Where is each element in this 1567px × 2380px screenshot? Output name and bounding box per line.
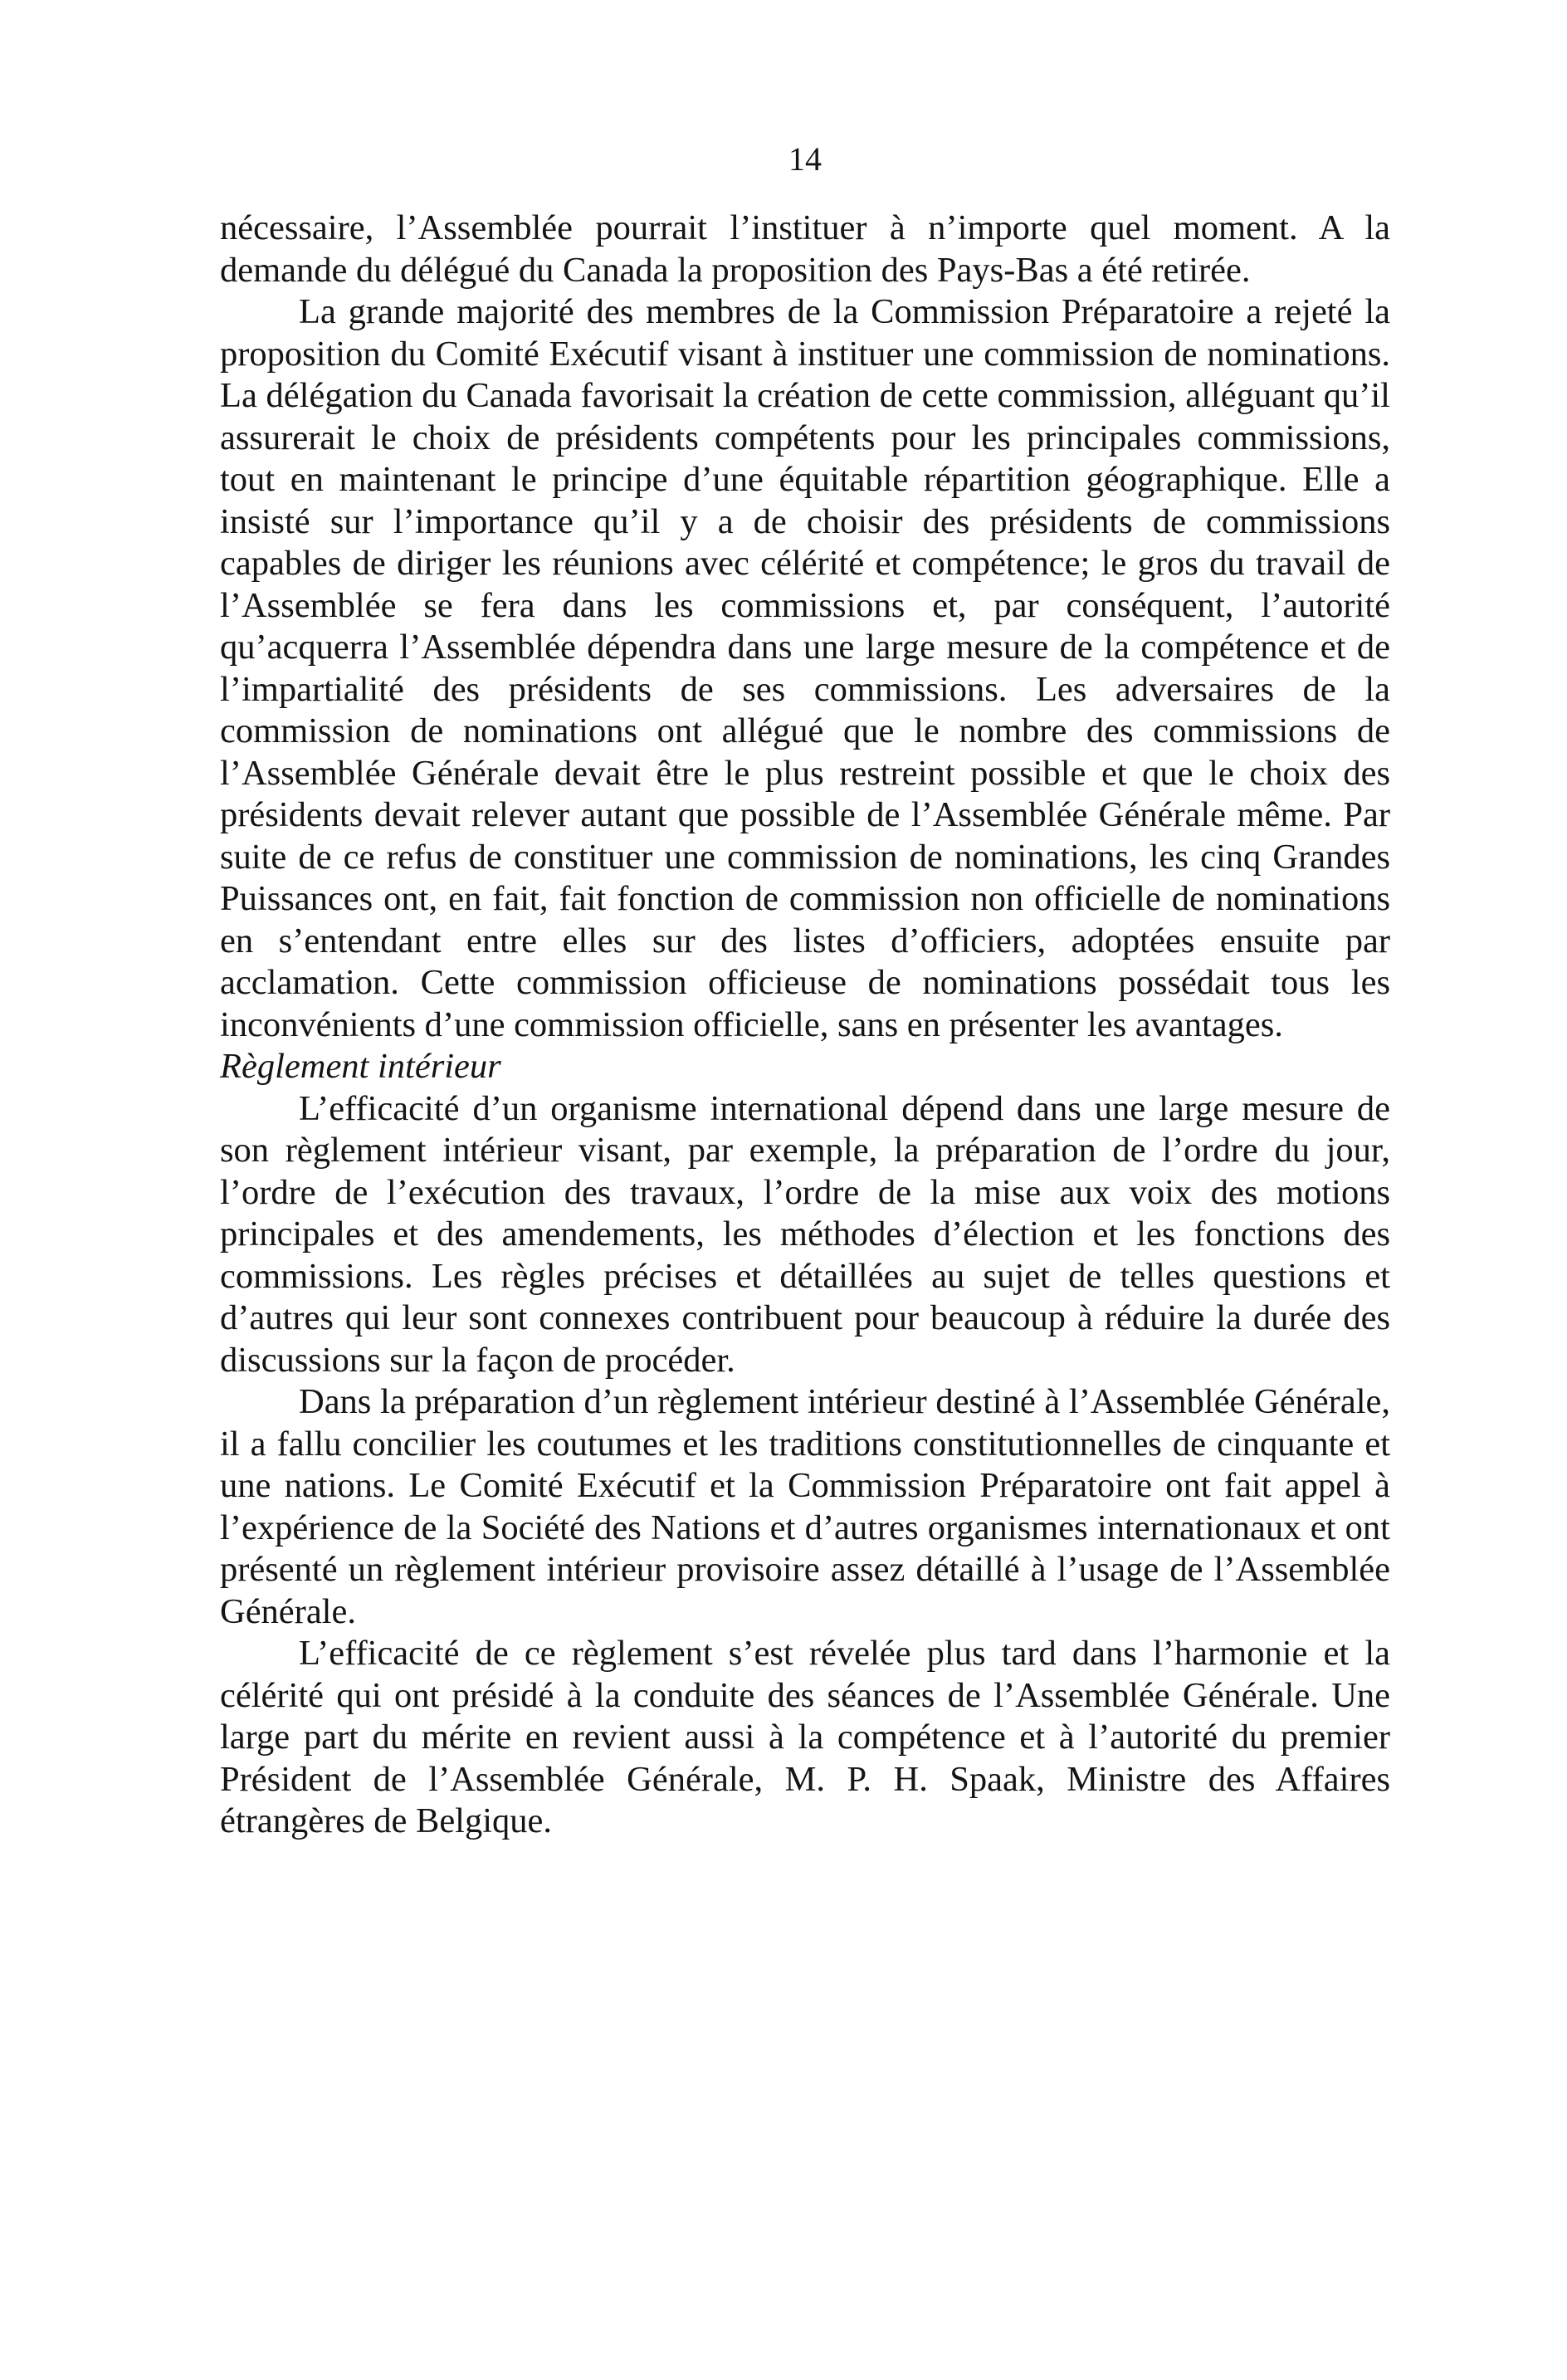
paragraph: La grande majorité des membres de la Commission Préparatoire a rejeté la proposition du Comité Exécutif visant à instituer une commission de nominations. La délégation du Canada favorisait la création de cette commission, alléguant qu’il assurerait le choix de présidents compétents pour les principales commissions, tout en maintenant le principe d’une équitable répartition géographique. Elle a insisté sur l’importance qu’il y a de choisir des présidents de commissions capables de diriger les réunions avec célérité et compétence; le gros du travail de l’Assemblée se fera dans les commissions et, par conséquent, l’autorité qu’acquerra l’Assemblée dépendra dans une large mesure de la compétence et de l’impartialité des présidents de ses commissions. Les adversaires de la commission de nominations ont allégué que le nombre des commissions de l’Assemblée Générale devait être le plus restreint possible et que le choix des présidents devait relever autant que possible de l’Assemblée Générale même. Par suite de ce refus de constituer une commission de nominations, les cinq Grandes Puissances ont, en fait, fait fonction de commission non officielle de nominations en s’entendant entre elles sur des listes d’officiers, adoptées ensuite par acclamation. Cette commission officieuse de nominations possédait tous les inconvénients d’une commission officielle, sans en présenter les avantages. bbox=[220, 292, 1390, 1044]
paragraph: Dans la préparation d’un règlement intérieur destiné à l’Assemblée Générale, il a fallu concilier les coutumes et les traditions constitutionnelles de cinquante et une nations. Le Comité Exécutif et la Commission Préparatoire ont fait appel à l’expérience de la Société des Nations et d’autres organismes internationaux et ont présenté un règlement intérieur provisoire assez détaillé à l’usage de l’Assemblée Générale. bbox=[220, 1382, 1390, 1631]
body-text bbox=[220, 208, 1390, 1843]
paragraph: L’efficacité de ce règlement s’est révelée plus tard dans l’harmonie et la célérité qui ont présidé à la conduite des séances de l’Assemblée Générale. Une large part du mérite en revient aussi à la compétence et à l’autorité du premier Président de l’Assemblée Générale, M. P. H. Spaak, Ministre des Affaires étrangères de Belgique. bbox=[220, 1634, 1390, 1840]
page-number: 14 bbox=[788, 140, 822, 178]
paragraph: nécessaire, l’Assemblée pourrait l’instituer à n’importe quel moment. A la demande du délégué du Canada la proposition des Pays-Bas a été retirée. bbox=[220, 208, 1390, 290]
document-page bbox=[220, 0, 1390, 2380]
paragraph: L’efficacité d’un organisme international dépend dans une large mesure de son règlement intérieur visant, par exemple, la préparation de l’ordre du jour, l’ordre de l’exécution des travaux, l’ordre de la mise aux voix des motions principales et des amendements, les méthodes d’élection et les fonctions des commissions. Les règles précises et détaillées au sujet de telles questions et d’autres qui leur sont connexes contribuent pour beaucoup à réduire la durée des discussions sur la façon de procéder. bbox=[220, 1088, 1390, 1380]
section-heading: Règlement intérieur bbox=[220, 1047, 501, 1086]
